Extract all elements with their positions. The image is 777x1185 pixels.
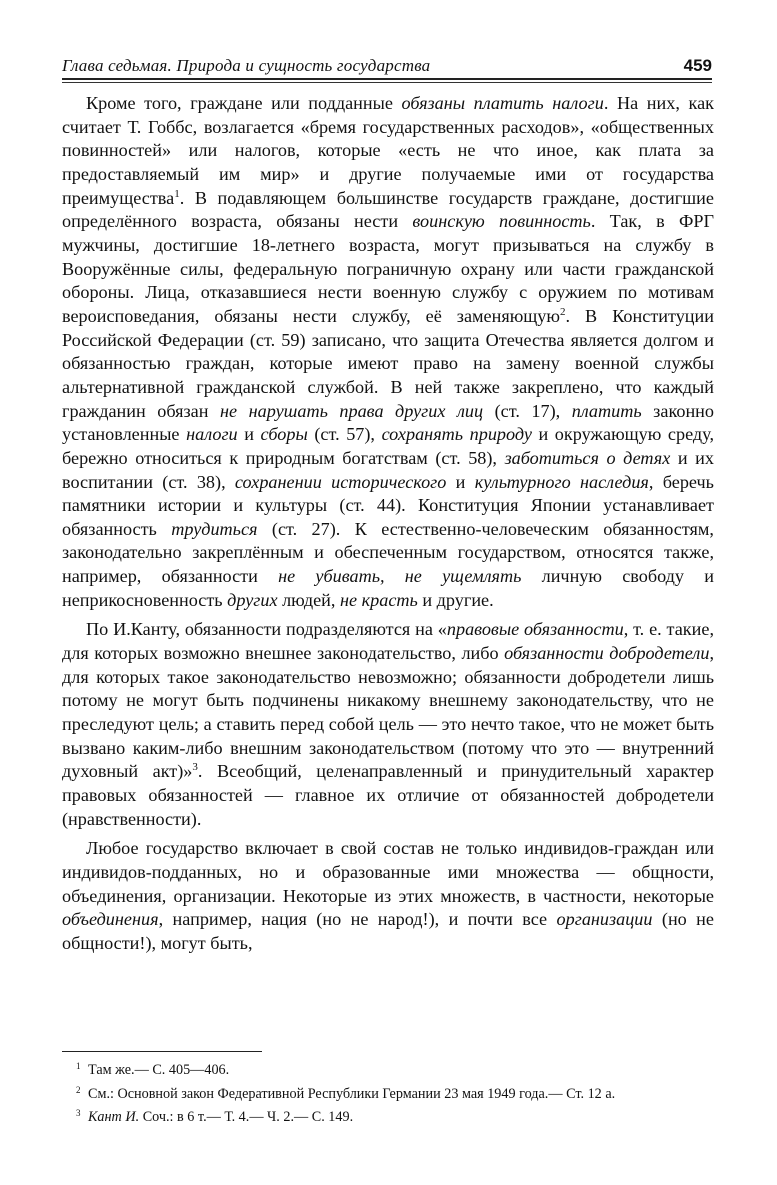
text-run: и их воспитании (ст. 38), <box>62 447 714 492</box>
footnote-number: 3 <box>76 1108 81 1118</box>
text-run: См.: Основной закон Федеративной Республики Германии 23 мая 1949 года.— Ст. 12 а. <box>88 1085 616 1102</box>
text-run: . В подавляющем большинстве государств граждане, достигшие определённого возраста, обязаны нести <box>62 187 714 232</box>
text-run: личную свободу и неприкосновенность <box>62 566 714 610</box>
emphasis-text: не убивать, не ущемлять <box>278 566 522 587</box>
text-run: (ст. 57), <box>307 424 382 445</box>
emphasis-text: обязаны платить налоги <box>401 93 604 113</box>
emphasis-text: заботиться о детях <box>504 447 671 468</box>
footnote-ref: 3 <box>192 761 198 774</box>
text-run: и другие. <box>417 589 494 610</box>
footnote-1 <box>62 1057 714 1081</box>
text-run: , например, нация (но не народ!), и почти все <box>158 909 557 930</box>
running-header <box>62 44 712 76</box>
emphasis-text: воинскую повинность <box>412 211 591 232</box>
paragraph-2 <box>62 618 714 831</box>
footnote-divider <box>62 1051 262 1052</box>
text-run: , для которых такое законодательство невозможно; обязанности добродетели лишь потому не могут быть подчинены никакому внешнему законодательству, что не преследуют цель; а ставить перед собой цель — это нечто такое, что не может быть вызвано каким-либо внешним законодательством (потому что это — внутренний духовный акт)» <box>62 643 714 782</box>
paragraph-1 <box>62 92 714 612</box>
header-rule-thin <box>62 82 712 83</box>
chapter-title: Глава седьмая. Природа и сущность государства <box>62 56 431 75</box>
text-run: и окружающую среду, бережно относиться к природным богатствам (ст. 58), <box>62 424 714 468</box>
page-number: 459 <box>683 56 712 75</box>
text-run: По И.Канту, обязанности подразделяются на « <box>86 619 447 640</box>
emphasis-text: сохранять природу <box>381 424 532 445</box>
emphasis-text: трудиться <box>171 518 258 539</box>
body-text <box>62 92 714 956</box>
text-run: . На них, как считает Т. Гоббс, возлагается «бремя государственных расходов», «общественных повинностей» или налогов, которые «есть не что иное, как плата за предоставляемый им мир» и другие получаемые ими от государства преимущества <box>62 93 714 208</box>
emphasis-text: объединения <box>62 909 159 930</box>
text-run: , беречь памятники истории и культуры (ст. 44). Конституция Японии устанавливает обязанность <box>62 471 714 539</box>
text-run: . Всеобщий, целенаправленный и принудительный характер правовых обязанностей — главное их отличие от обязанностей добродетели (нравственности). <box>62 761 714 829</box>
text-run: , т. е. такие, для которых возможно внешнее законодательство, либо <box>62 619 714 664</box>
emphasis-text: организации <box>556 909 653 930</box>
footnote-number: 1 <box>76 1061 81 1071</box>
text-run: . Так, в ФРГ мужчины, достигшие 18-летнего возраста, могут призываться на службу в Вооружённые силы, федеральную пограничную охрану или части гражданской обороны. Лица, отказавшиеся нести военную службу с оружием по мотивам вероисповедания, обязаны нести службу, её заменяющую <box>62 211 714 326</box>
text-run: и <box>446 471 475 492</box>
emphasis-text: других <box>227 589 278 610</box>
text-run: (ст. 17), <box>483 400 572 421</box>
footnote-2 <box>62 1081 714 1105</box>
footnote-ref: 1 <box>174 187 180 200</box>
emphasis-text: не красть <box>340 589 418 610</box>
emphasis-text: сборы <box>260 424 308 445</box>
text-run: Там же.— С. 405—406. <box>88 1062 230 1078</box>
footnote-3 <box>62 1104 714 1128</box>
emphasis-text: Кант И. <box>88 1109 140 1125</box>
header-rule <box>62 78 712 80</box>
footnote-number: 2 <box>76 1084 81 1095</box>
emphasis-text: правовые обязанности <box>446 619 624 640</box>
emphasis-text: платить <box>571 400 642 421</box>
paragraph-3 <box>62 837 714 955</box>
emphasis-text: культурного наследия <box>474 471 649 492</box>
emphasis-text: обязанности добродетели <box>504 643 710 664</box>
text-run: . В Конституции Российской Федерации (ст. 59) записано, что защита Отечества является долгом и обязанностью граждан, которые имеют право на замену военной службы альтернативной гражданской службой. В ней также закреплено, что каждый гражданин обязан <box>62 305 715 421</box>
text-run: законно установленные <box>62 400 715 445</box>
text-run: Кроме того, граждане или подданные <box>86 93 402 113</box>
text-run: и <box>237 424 261 445</box>
text-run: Любое государство включает в свой состав не только индивидов-граждан или индивидов-подданных, но и образованные ими множества — общности, объединения, организации. Некоторые из этих множеств, в частности, некоторые <box>62 838 714 906</box>
emphasis-text: сохранении исторического <box>234 471 447 492</box>
emphasis-text: не нарушать права других лиц <box>220 400 484 421</box>
footnotes <box>62 1057 714 1128</box>
text-run: людей, <box>277 589 340 610</box>
emphasis-text: налоги <box>186 424 238 445</box>
text-run: (ст. 27). К естественно-человеческим обязанностям, законодательно закреплённым и обеспеченным государством, относятся также, например, обязанности <box>62 518 714 587</box>
text-run: Соч.: в 6 т.— Т. 4.— Ч. 2.— С. 149. <box>139 1109 354 1125</box>
text-run: (но не общности!), могут быть, <box>62 909 714 953</box>
footnote-ref: 2 <box>560 305 566 318</box>
